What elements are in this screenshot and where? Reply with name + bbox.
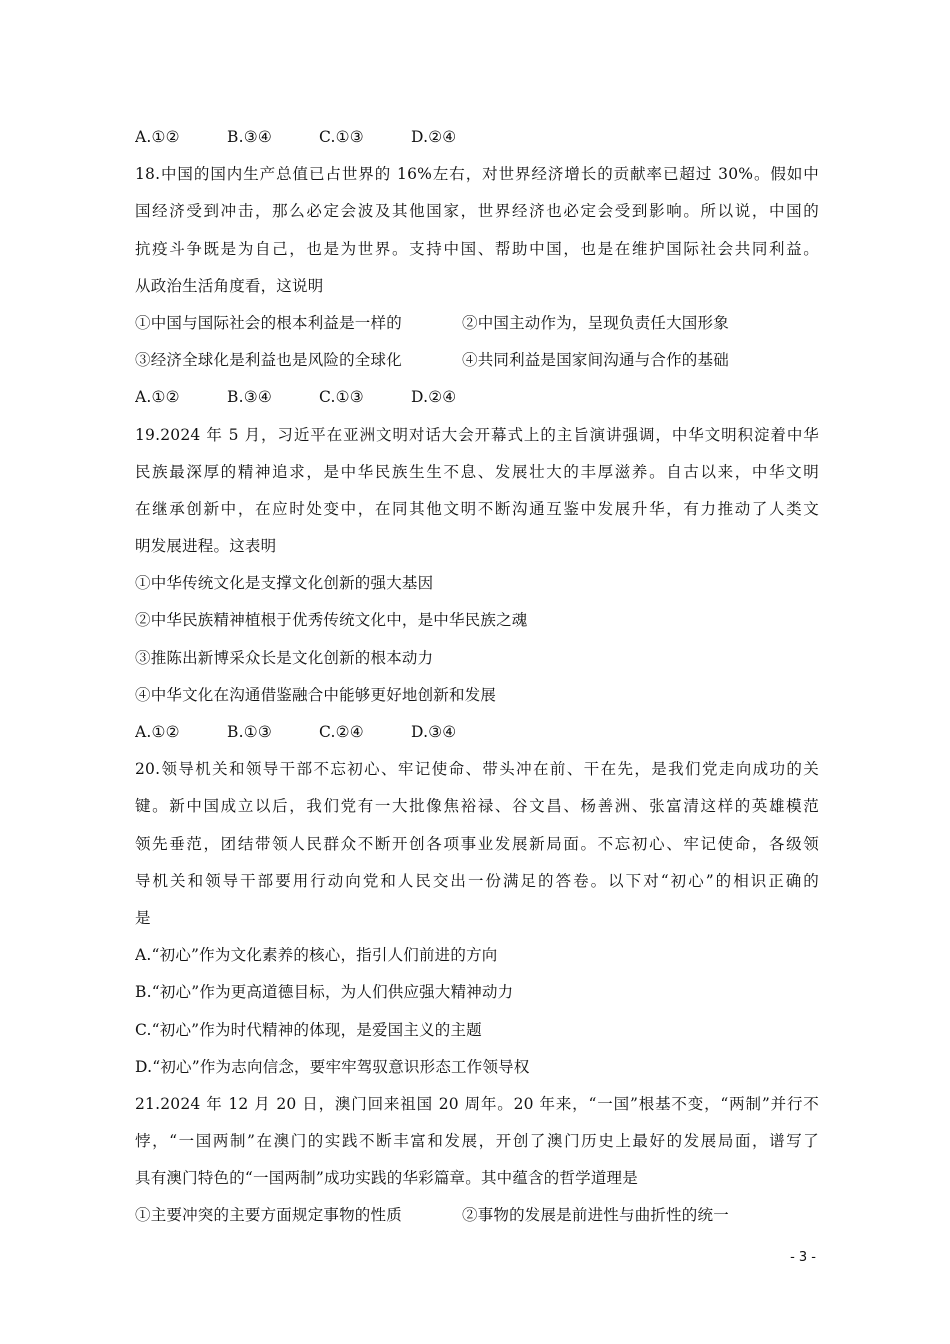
q18-statement-row <box>135 342 819 379</box>
q19-options <box>135 714 819 751</box>
q18-options <box>135 379 819 416</box>
q19-statement-1: ①中华传统文化是支撑文化创新的强大基因 <box>135 574 434 593</box>
q20-stem-line: 领先垂范，团结带领人民群众不断开创各项事业发展新局面。不忘初心、牢记使命，各级领 <box>135 834 819 853</box>
q18-stem-line: 18.中国的国内生产总值已占世界的 16%左右，对世界经济增长的贡献率已超过 30%。假如中 <box>135 165 819 184</box>
q18-statement-2: ②中国主动作为，呈现负责任大国形象 <box>462 313 729 332</box>
q19-statement-3: ③推陈出新博采众长是文化创新的根本动力 <box>135 648 434 667</box>
q19-option-a: A.①② <box>135 723 180 741</box>
q19-stem-line: 19.2024 年 5 月，习近平在亚洲文明对话大会开幕式上的主旨演讲强调，中华文明积淀着中华 <box>135 425 819 444</box>
q21-statement-1: ①主要冲突的主要方面规定事物的性质 <box>135 1206 402 1225</box>
page-content <box>135 119 819 1235</box>
q20-choice-b: B.“初心”作为更高道德目标，为人们供应强大精神动力 <box>135 983 514 1002</box>
question-21 <box>135 1086 819 1235</box>
q18-stem-line: 国经济受到冲击，那么必定会波及其他国家，世界经济也必定会受到影响。所以说，中国的 <box>135 202 819 221</box>
q17-option-d: D.②④ <box>411 128 457 146</box>
q20-choice-c: C.“初心”作为时代精神的体现，是爱国主义的主题 <box>135 1020 482 1039</box>
question-19 <box>135 417 819 752</box>
question-20 <box>135 751 819 1086</box>
q18-statement-4: ④共同利益是国家间沟通与合作的基础 <box>462 351 729 370</box>
q19-stem-line: 在继承创新中，在应时处变中，在同其他文明不断沟通互鉴中发展升华，有力推动了人类文 <box>135 499 819 518</box>
q19-statement-4: ④中华文化在沟通借鉴融合中能够更好地创新和发展 <box>135 685 497 704</box>
q20-stem-line: 键。新中国成立以后，我们党有一大批像焦裕禄、谷文昌、杨善洲、张富清这样的英雄模范 <box>135 797 819 816</box>
q19-option-c: C.②④ <box>319 723 364 741</box>
q20-stem-line: 是 <box>135 908 151 927</box>
q21-statement-2: ②事物的发展是前进性与曲折性的统一 <box>462 1206 729 1225</box>
q18-option-c: C.①③ <box>319 388 364 407</box>
q19-statement-2: ②中华民族精神植根于优秀传统文化中，是中华民族之魂 <box>135 611 528 630</box>
q17-options <box>135 119 819 156</box>
q18-option-d: D.②④ <box>411 388 457 407</box>
q19-option-b: B.①③ <box>227 723 272 741</box>
q19-stem-line: 明发展进程。这表明 <box>135 537 277 556</box>
q18-option-b: B.③④ <box>227 388 272 407</box>
q20-choice-a: A.“初心”作为文化素养的核心，指引人们前进的方向 <box>135 946 498 965</box>
q17-option-a: A.①② <box>135 128 180 146</box>
q17-option-c: C.①③ <box>319 128 364 146</box>
q20-choice-d: D.“初心”作为志向信念，要牢牢驾驭意识形态工作领导权 <box>135 1057 530 1076</box>
q21-stem-line: 21.2024 年 12 月 20 日，澳门回来祖国 20 周年。20 年来，“一国”根基不变，“两制”并行不 <box>135 1094 819 1113</box>
page-number: - 3 - <box>790 1250 816 1265</box>
question-18 <box>135 156 819 416</box>
q19-stem-line: 民族最深厚的精神追求，是中华民族生生不息、发展壮大的丰厚滋养。自古以来，中华文明 <box>135 462 819 481</box>
q17-option-b: B.③④ <box>227 128 272 146</box>
q21-stem-line: 具有澳门特色的“一国两制”成功实践的华彩篇章。其中蕴含的哲学道理是 <box>135 1169 638 1188</box>
q18-statement-row <box>135 305 819 342</box>
q18-stem-line: 抗疫斗争既是为自己，也是为世界。支持中国、帮助中国，也是在维护国际社会共同利益。 <box>135 239 819 258</box>
q18-statement-1: ①中国与国际社会的根本利益是一样的 <box>135 313 402 332</box>
q21-statement-row <box>135 1197 819 1234</box>
q18-statement-3: ③经济全球化是利益也是风险的全球化 <box>135 351 402 370</box>
q18-option-a: A.①② <box>135 388 180 407</box>
q18-stem-line: 从政治生活角度看，这说明 <box>135 276 324 295</box>
q21-stem-line: 悖，“一国两制”在澳门的实践不断丰富和发展，开创了澳门历史上最好的发展局面，谱写了 <box>135 1132 819 1151</box>
q20-stem-line: 20.领导机关和领导干部不忘初心、牢记使命、带头冲在前、干在先，是我们党走向成功的关 <box>135 760 819 779</box>
q19-option-d: D.③④ <box>411 723 457 741</box>
q20-stem-line: 导机关和领导干部要用行动向党和人民交出一份满足的答卷。以下对“初心”的相识正确的 <box>135 871 819 890</box>
